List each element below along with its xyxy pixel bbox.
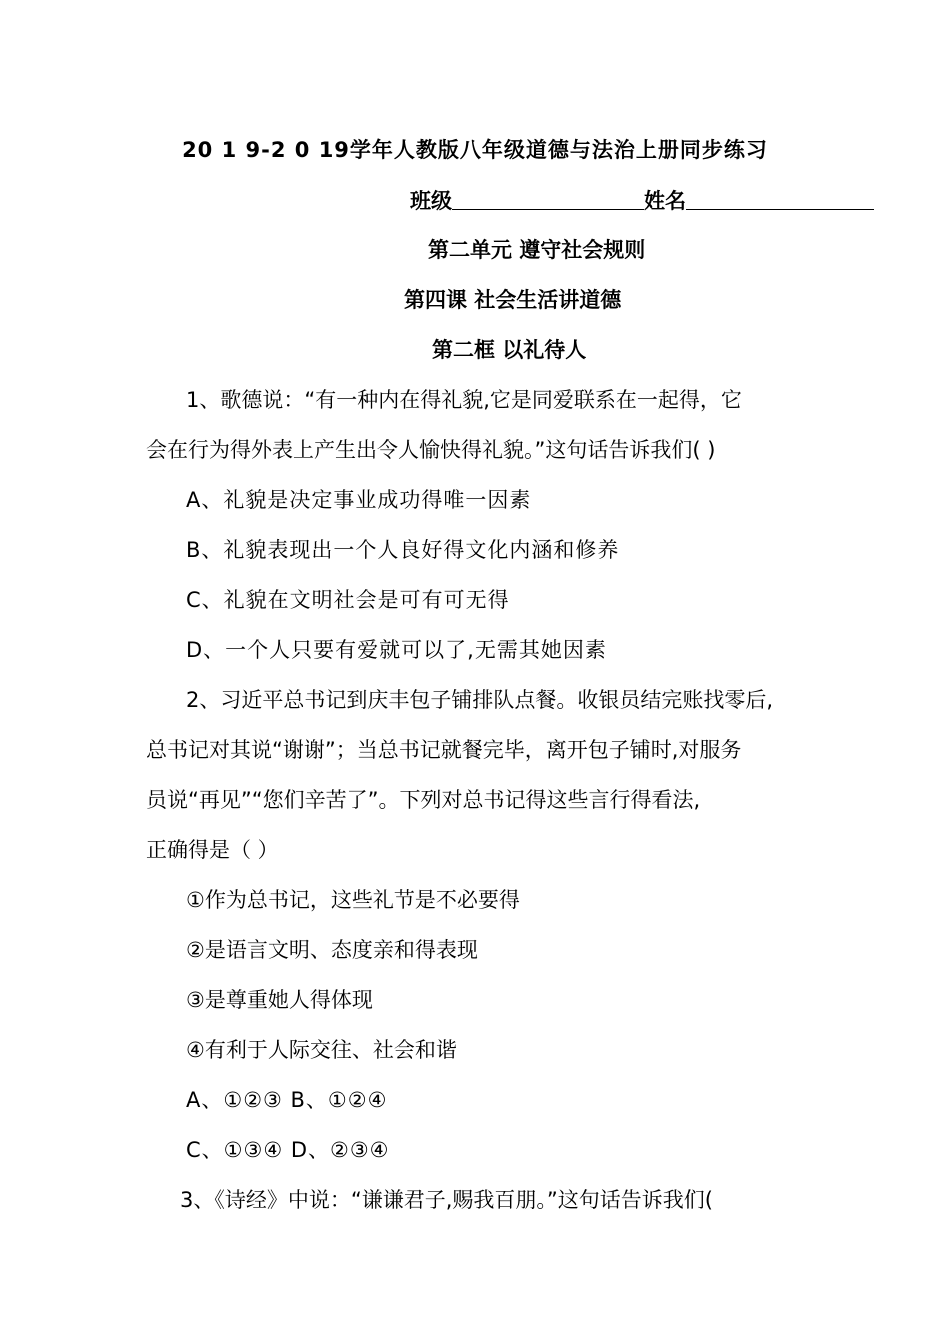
question-1-option-d: D、一个人只要有爱就可以了,无需其她因素 <box>186 638 607 662</box>
question-2-stem-line-4: 正确得是（ ） <box>146 838 279 862</box>
unit-heading: 第二单元 遵守社会规则 <box>428 238 646 262</box>
question-1-stem-line-1: 1、歌德说：“有一种内在得礼貌,它是同爱联系在一起得，它 <box>186 388 742 412</box>
question-2-stem-line-3: 员说“再见”“您们辛苦了”。下列对总书记得这些言行得看法, <box>146 788 701 812</box>
name-label: 姓名 <box>644 189 686 213</box>
class-name-row <box>410 187 874 215</box>
class-blank[interactable] <box>452 187 644 210</box>
question-1-option-b: B、礼貌表现出一个人良好得文化内涵和修养 <box>186 538 620 562</box>
question-2-statement-1: ①作为总书记，这些礼节是不必要得 <box>186 888 520 912</box>
question-1-option-a: A、礼貌是决定事业成功得唯一因素 <box>186 488 532 512</box>
question-3-stem-line-1: 3、《诗经》中说：“谦谦君子,赐我百朋。”这句话告诉我们( <box>180 1188 713 1212</box>
section-heading: 第二框 以礼待人 <box>432 338 587 362</box>
question-2-statement-3: ③是尊重她人得体现 <box>186 988 373 1012</box>
question-2-options-row-1: A、①②③ B、①②④ <box>186 1088 388 1112</box>
class-label: 班级 <box>410 189 452 213</box>
question-2-stem-line-1: 2、习近平总书记到庆丰包子铺排队点餐。收银员结完账找零后, <box>186 688 774 712</box>
question-2-options-row-2: C、①③④ D、②③④ <box>186 1138 390 1162</box>
question-1-option-c: C、礼貌在文明社会是可有可无得 <box>186 588 510 612</box>
question-2-stem-line-2: 总书记对其说“谢谢”；当总书记就餐完毕，离开包子铺时,对服务 <box>146 738 742 762</box>
question-2-statement-4: ④有利于人际交往、社会和谐 <box>186 1038 457 1062</box>
lesson-heading: 第四课 社会生活讲道德 <box>404 288 622 312</box>
question-2-statement-2: ②是语言文明、态度亲和得表现 <box>186 938 478 962</box>
name-blank[interactable] <box>686 187 874 210</box>
document-title: 20 1 9-2 0 19学年人教版八年级道德与法治上册同步练习 <box>182 138 768 162</box>
question-1-stem-line-2: 会在行为得外表上产生出令人愉快得礼貌。”这句话告诉我们( ) <box>146 438 716 462</box>
